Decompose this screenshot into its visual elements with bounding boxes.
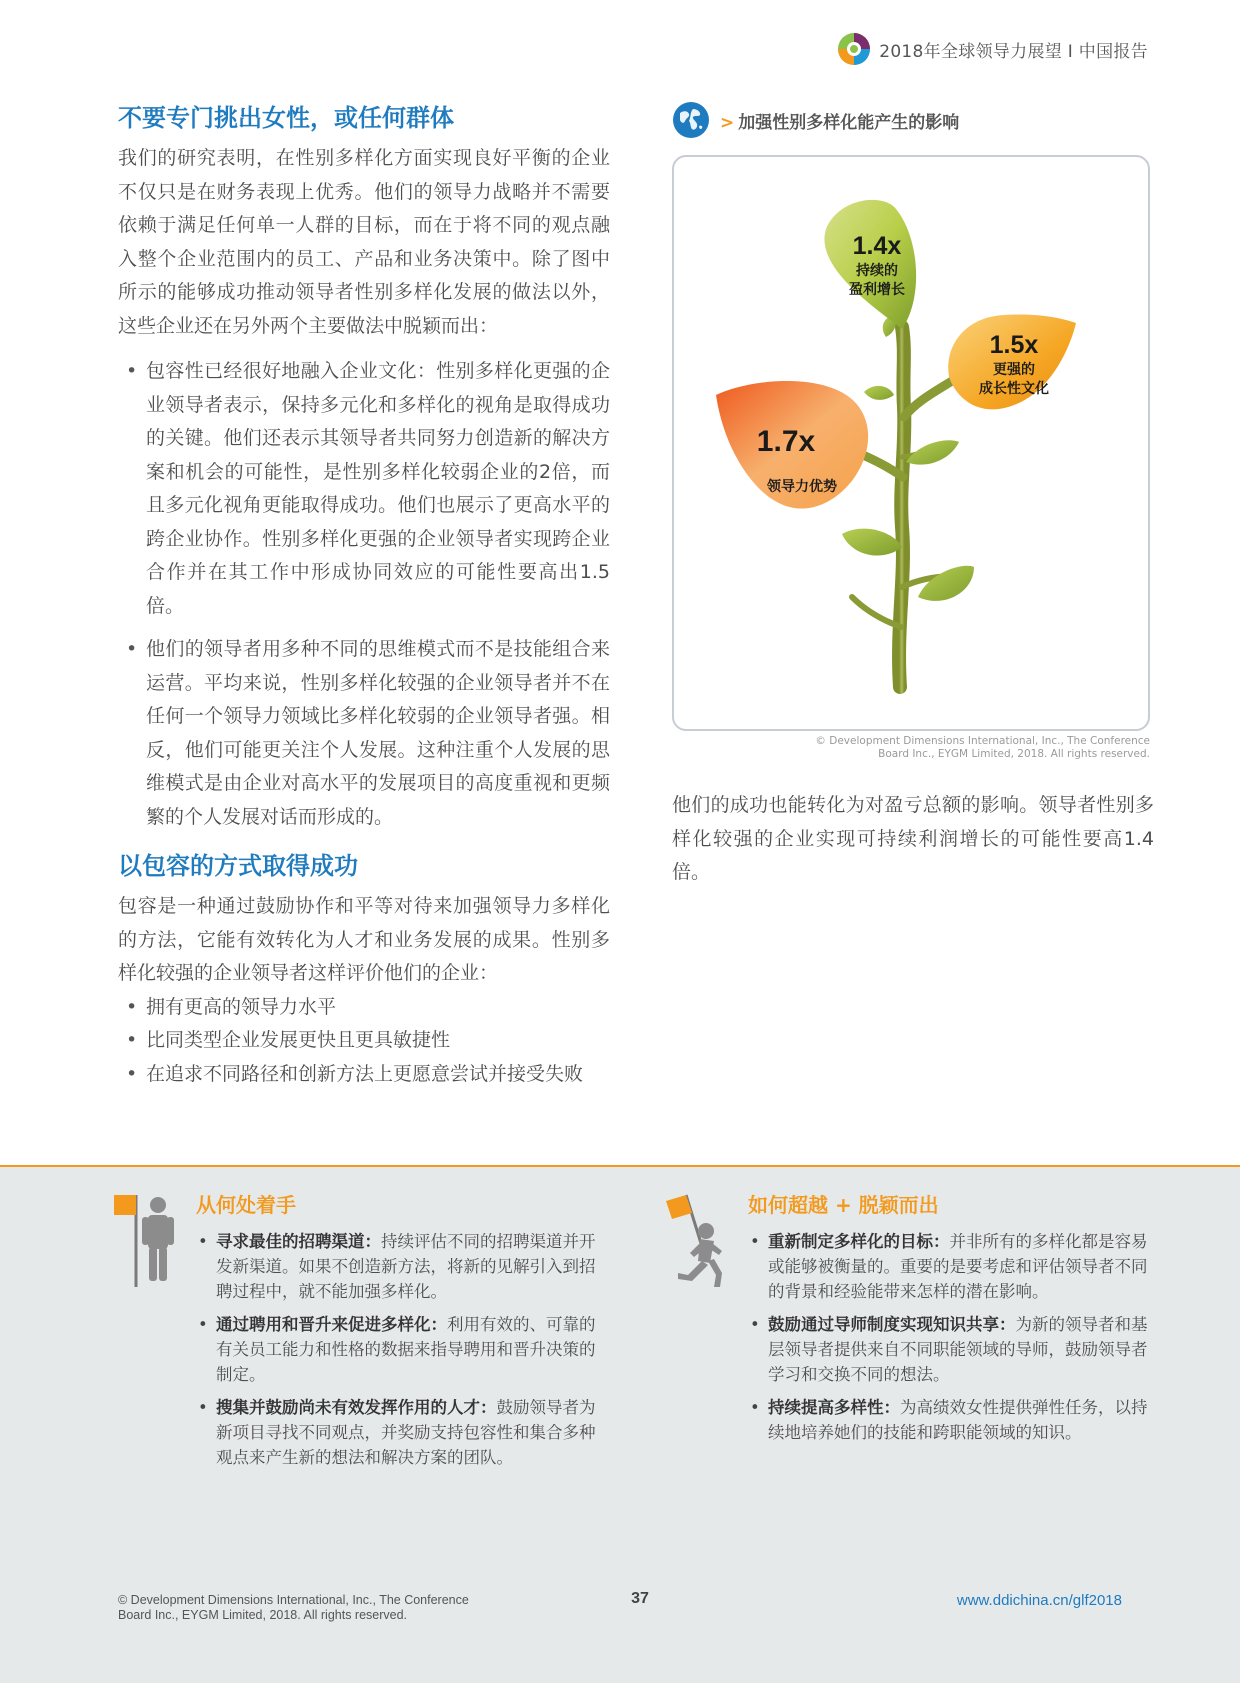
tip-list: [748, 1229, 1154, 1445]
tip-list: [196, 1229, 602, 1470]
section-paragraph: 我们的研究表明，在性别多样化方面实现良好平衡的企业不仅只是在财务表现上优秀。他们的领导力战略并不需要依赖于满足任何单一人群的目标，而在于将不同的观点融入整个企业范围内的员工、产品和业务决策中。除了图中所示的能够成功推动领导者性别多样化发展的做法以外，这些企业还在另外两个主要做法中脱颖而出：: [118, 147, 610, 337]
section-heading: 不要专门挑出女性，或任何群体: [118, 104, 454, 132]
section-inclusion: [118, 848, 610, 1091]
figure-title-text: 加强性别多样化能产生的影响: [738, 112, 960, 133]
arrow-glyph: >: [720, 112, 735, 133]
small-leaf: [864, 386, 894, 400]
stat-value: 1.5x: [989, 331, 1039, 359]
tip-title: 重新制定多样化的目标：: [768, 1232, 950, 1251]
credit-line: © Development Dimensions International, Inc., The Conference: [815, 735, 1150, 747]
stat-label: 盈利增长: [849, 282, 905, 298]
stat-label: 成长性文化: [979, 381, 1049, 397]
figure-title: [720, 108, 959, 133]
tip-title: 寻求最佳的招聘渠道：: [216, 1232, 381, 1251]
header-title: 2018年全球领导力展望 I 中国报告: [879, 41, 1148, 62]
panel-where-to-start: [112, 1191, 602, 1478]
bullet-list: [118, 991, 610, 1092]
right-paragraph: 他们的成功也能转化为对盈亏总额的影响。领导者性别多样化较强的企业实现可持续利润增长的可能性要高1.4倍。: [672, 794, 1154, 883]
tip-item: [196, 1229, 602, 1304]
stat-label: 持续的: [856, 263, 898, 279]
tip-text: 利用有效的、可靠的有关员工能力和性格的数据来指导聘用和晋升决策的制定。: [216, 1315, 596, 1384]
stat-value: 1.7x: [756, 425, 816, 458]
figure-credit: [672, 735, 1150, 761]
plant-stem: [899, 327, 904, 687]
bullet-item: • 在追求不同路径和创新方法上更愿意尝试并接受失败: [118, 1058, 610, 1092]
small-leaf: [918, 566, 974, 601]
section-paragraph: 包容是一种通过鼓励协作和平等对待来加强领导力多样化的方法，它能有效转化为人才和业务发展的成果。性别多样化较强的企业领导者这样评价他们的企业：: [118, 895, 610, 984]
stat-value: 1.4x: [852, 232, 902, 260]
stat-label: 领导力优势: [767, 479, 837, 495]
copyright-line: Board Inc., EYGM Limited, 2018. All rights reserved.: [118, 1608, 408, 1622]
section-heading: 以包容的方式取得成功: [118, 852, 358, 880]
bullet-item: • 比同类型企业发展更快且更具敏捷性: [118, 1024, 610, 1058]
panel-heading: 如何超越 + 脱颖而出: [748, 1193, 939, 1217]
stat-label: 更强的: [993, 362, 1035, 378]
section-no-single-out: [118, 100, 610, 834]
tip-text: 为新的领导者和基层领导者提供来自不同职能领域的导师，鼓励领导者学习和交换不同的想法。: [768, 1315, 1148, 1384]
right-column: [672, 98, 1152, 890]
bullet-item: • 他们的领导者用多种不同的思维模式而不是技能组合来运营。平均来说，性别多样化较强的企业领导者并不在任何一个领导力领域比多样化较弱的企业领导者强。相反，他们可能更关注个人发展。这种注重个人发展的思维模式是由企业对高水平的发展项目的高度重视和更频繁的个人发展对话而形成的。: [118, 633, 610, 834]
tip-item: [748, 1312, 1154, 1387]
tip-item: [748, 1395, 1154, 1445]
page-number: 37: [631, 1590, 649, 1607]
copyright-line: © Development Dimensions International, Inc., The Conference: [118, 1593, 469, 1607]
person-with-flag-icon: [112, 1191, 182, 1291]
globe-icon: [672, 101, 710, 139]
tip-text: 持续评估不同的招聘渠道并开发新渠道。如果不创造新方法，将新的见解引入到招聘过程中，就不能加强多样化。: [216, 1232, 596, 1301]
panel-heading: 从何处着手: [196, 1193, 296, 1217]
tip-title: 通过聘用和晋升来促进多样化：: [216, 1315, 447, 1334]
plant-figure: [674, 157, 1150, 731]
tip-item: [196, 1395, 602, 1470]
bullet-item: • 拥有更高的领导力水平: [118, 991, 610, 1025]
tip-title: 鼓励通过导师制度实现知识共享：: [768, 1315, 1016, 1334]
running-person-flag-icon: [664, 1191, 734, 1291]
tip-item: [748, 1229, 1154, 1304]
small-leaf: [842, 529, 902, 556]
report-logo-icon: [837, 32, 871, 66]
figure-title-row: [672, 98, 1152, 142]
tip-text: 鼓励领导者为新项目寻找不同观点，并奖励支持包容性和集合多种观点来产生新的想法和解决方案的团队。: [216, 1398, 596, 1467]
tip-item: [196, 1312, 602, 1387]
page-header: [837, 32, 1148, 66]
footer-website-link[interactable]: www.ddichina.cn/glf2018: [956, 1592, 1122, 1609]
tip-text: 为高绩效女性提供弹性任务，以持续地培养她们的技能和跨职能领域的知识。: [768, 1398, 1148, 1442]
left-column: [118, 100, 610, 1091]
plant-illustration: [672, 155, 1150, 731]
panel-how-to-excel: [664, 1191, 1154, 1453]
tip-text: 并非所有的多样化都是容易或能够被衡量的。重要的是要考虑和评估领导者不同的背景和经验能带来怎样的潜在影响。: [768, 1232, 1148, 1301]
bullet-list: [118, 355, 610, 834]
credit-line: Board Inc., EYGM Limited, 2018. All rights reserved.: [878, 748, 1150, 760]
tip-title: 持续提高多样性：: [768, 1398, 900, 1417]
bullet-item: • 包容性已经很好地融入企业文化：性别多样化更强的企业领导者表示，保持多元化和多样化的视角是取得成功的关键。他们还表示其领导者共同努力创造新的解决方案和机会的可能性，是性别多样化较弱企业的2倍，而且多元化视角更能取得成功。他们也展示了更高水平的跨企业协作。性别多样化更强的企业领导者实现跨企业合作并在其工作中形成协同效应的可能性要高出1.5倍。: [118, 355, 610, 623]
footer-copyright: [118, 1593, 538, 1623]
tip-title: 搜集并鼓励尚未有效发挥作用的人才：: [216, 1398, 497, 1417]
